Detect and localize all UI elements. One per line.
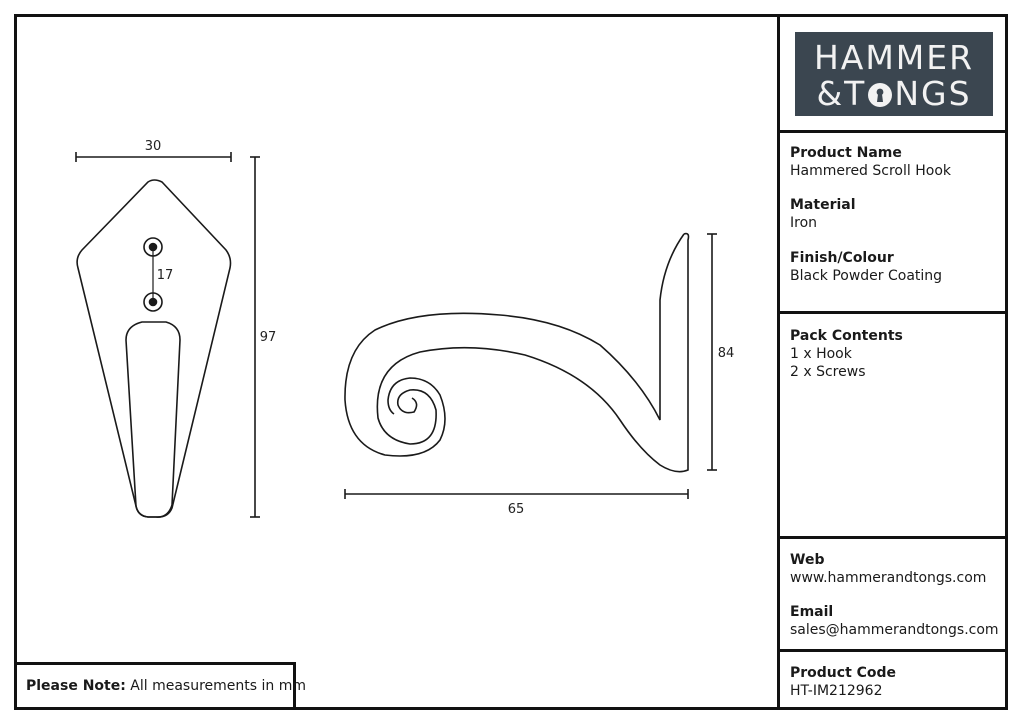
front-width-label: 30 (144, 139, 162, 154)
title-block-separator (777, 130, 1008, 133)
product-name-section (790, 144, 1002, 180)
product-code-value: HT-IM212962 (790, 683, 883, 699)
finish-section (790, 249, 1002, 285)
side-length-label: 65 (507, 502, 525, 517)
front-view-hook (77, 180, 230, 517)
product-name-value: Hammered Scroll Hook (790, 163, 951, 179)
hole-spacing-label: 17 (156, 268, 174, 283)
product-name-label: Product Name (790, 145, 902, 161)
brand-logo (795, 32, 993, 116)
side-height-label: 84 (717, 346, 735, 361)
technical-drawing (14, 14, 780, 710)
pack-item: 1 x Hook (790, 346, 852, 362)
note-label: Please Note: (26, 678, 126, 694)
pack-item: 2 x Screws (790, 364, 866, 380)
email-label: Email (790, 604, 834, 620)
logo-line-2 (795, 74, 993, 113)
logo-line-1: HAMMER (813, 38, 975, 77)
finish-label: Finish/Colour (790, 250, 894, 266)
drawing-area (14, 14, 780, 710)
pack-contents-section (790, 327, 1002, 381)
logo-line-2-start: &T (816, 74, 867, 113)
title-block-divider (777, 14, 780, 710)
pack-contents-label: Pack Contents (790, 328, 903, 344)
title-block-separator (777, 536, 1008, 539)
keyhole-icon (867, 82, 893, 108)
email-link[interactable]: sales@hammerandtongs.com (790, 622, 999, 638)
material-section (790, 196, 1002, 232)
dimension-side-length (345, 489, 688, 499)
side-view-hook (345, 234, 689, 472)
note-text: All measurements in mm (130, 678, 306, 694)
web-section (790, 551, 1002, 587)
finish-value: Black Powder Coating (790, 268, 943, 284)
material-label: Material (790, 197, 856, 213)
material-value: Iron (790, 215, 818, 231)
title-block-separator (777, 311, 1008, 314)
web-label: Web (790, 552, 825, 568)
dimension-front-height (250, 157, 260, 517)
product-code-section (790, 664, 1002, 700)
front-height-label: 97 (259, 330, 277, 345)
logo-line-2-end: NGS (894, 74, 972, 113)
dimension-side-height (707, 234, 717, 470)
web-link[interactable]: www.hammerandtongs.com (790, 570, 987, 586)
product-code-label: Product Code (790, 665, 897, 681)
title-block-separator (777, 649, 1008, 652)
measurement-note (26, 678, 306, 694)
email-section (790, 603, 1002, 639)
